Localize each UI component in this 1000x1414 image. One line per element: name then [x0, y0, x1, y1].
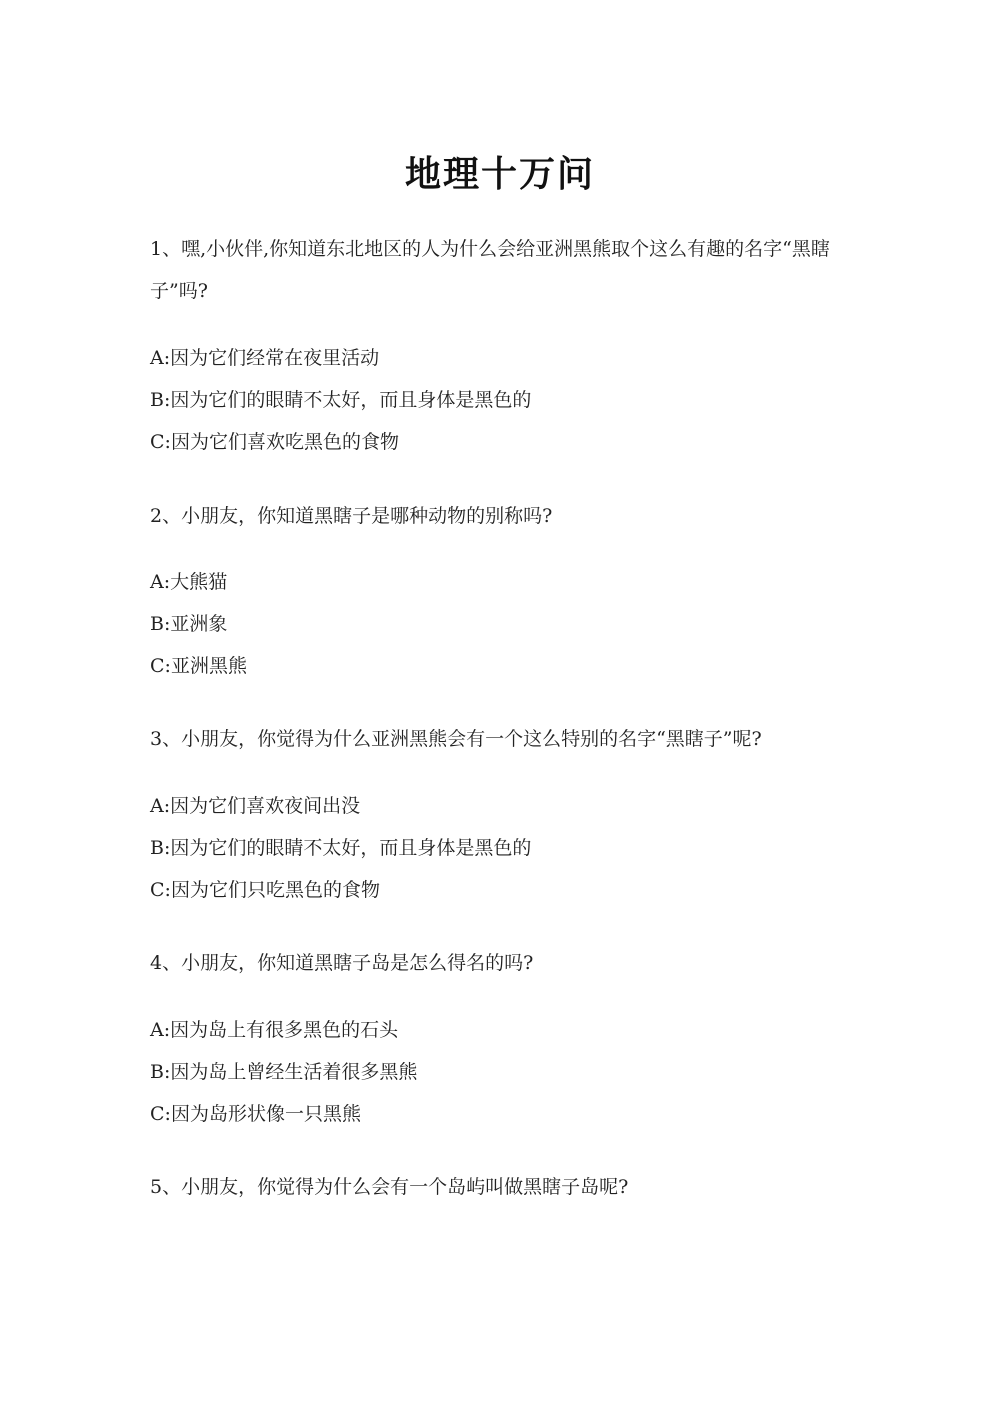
question-2-option-c: C:亚洲黑熊: [150, 655, 247, 677]
question-1: 1、嘿,小伙伴,你知道东北地区的人为什么会给亚洲黑熊取个这么有趣的名字“黑瞎子”吗?: [150, 238, 830, 302]
question-3-option-b: B:因为它们的眼睛不太好，而且身体是黑色的: [150, 837, 532, 859]
question-2: 2、小朋友，你知道黑瞎子是哪种动物的别称吗?: [150, 505, 553, 527]
question-1-option-a: A:因为它们经常在夜里活动: [150, 347, 380, 369]
question-2-option-a: A:大熊猫: [150, 571, 228, 593]
question-4-option-b: B:因为岛上曾经生活着很多黑熊: [150, 1061, 418, 1083]
question-4: 4、小朋友，你知道黑瞎子岛是怎么得名的吗?: [150, 952, 534, 974]
question-3: 3、小朋友，你觉得为什么亚洲黑熊会有一个这么特别的名字“黑瞎子”呢?: [150, 728, 762, 750]
question-1-option-b: B:因为它们的眼睛不太好，而且身体是黑色的: [150, 389, 532, 411]
question-4-option-a: A:因为岛上有很多黑色的石头: [150, 1019, 399, 1041]
question-5: 5、小朋友，你觉得为什么会有一个岛屿叫做黑瞎子岛呢?: [150, 1176, 629, 1198]
question-3-option-c: C:因为它们只吃黑色的食物: [150, 879, 380, 901]
question-3-option-a: A:因为它们喜欢夜间出没: [150, 795, 361, 817]
question-2-option-b: B:亚洲象: [150, 613, 228, 635]
question-1-option-c: C:因为它们喜欢吃黑色的食物: [150, 431, 399, 453]
question-4-option-c: C:因为岛形状像一只黑熊: [150, 1103, 361, 1125]
page-title: 地理十万问: [404, 153, 595, 195]
